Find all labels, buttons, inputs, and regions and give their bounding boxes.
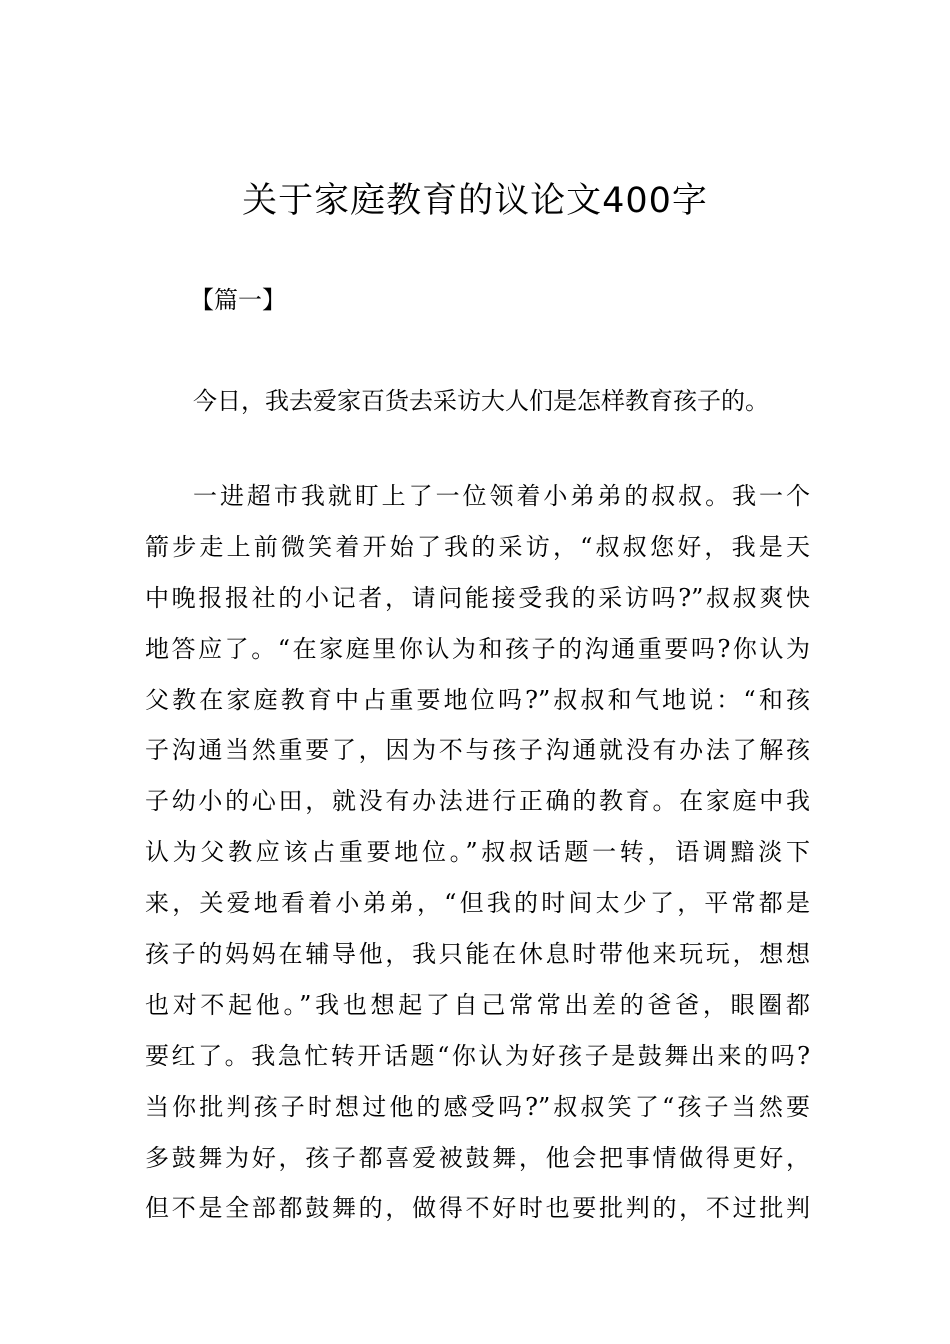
body-line: 箭步走上前微笑着开始了我的采访，“叔叔您好，我是天 <box>145 532 810 561</box>
body-line: 但不是全部都鼓舞的，做得不好时也要批判的，不过批判 <box>145 1194 810 1223</box>
body-line: 认为父教应该占重要地位。”叔叔话题一转，语调黯淡下 <box>145 838 810 867</box>
body-line: 也对不起他。”我也想起了自己常常出差的爸爸，眼圈都 <box>145 990 810 1019</box>
body-line: 当你批判孩子时想过他的感受吗?”叔叔笑了“孩子当然要 <box>145 1092 810 1121</box>
section-label: 【篇一】 <box>190 286 286 314</box>
body-line: 中晚报报社的小记者，请问能接受我的采访吗?”叔叔爽快 <box>145 583 810 612</box>
body-line: 一进超市我就盯上了一位领着小弟弟的叔叔。我一个 <box>193 482 810 510</box>
body-line: 子幼小的心田，就没有办法进行正确的教育。在家庭中我 <box>145 787 810 816</box>
body-line: 要红了。我急忙转开话题“你认为好孩子是鼓舞出来的吗? <box>145 1041 810 1070</box>
body-line: 子沟通当然重要了，因为不与孩子沟通就没有办法了解孩 <box>145 736 810 765</box>
body-line: 孩子的妈妈在辅导他，我只能在休息时带他来玩玩，想想 <box>145 940 810 969</box>
body-line: 多鼓舞为好，孩子都喜爱被鼓舞，他会把事情做得更好， <box>145 1143 810 1172</box>
document-title: 关于家庭教育的议论文400字 <box>242 181 708 221</box>
body-line: 来，关爱地看着小弟弟，“但我的时间太少了，平常都是 <box>145 889 810 918</box>
intro-paragraph: 今日，我去爱家百货去采访大人们是怎样教育孩子的。 <box>193 387 769 415</box>
body-paragraph <box>145 476 810 1239</box>
body-line: 父教在家庭教育中占重要地位吗?”叔叔和气地说：“和孩 <box>145 685 810 714</box>
body-line: 地答应了。“在家庭里你认为和孩子的沟通重要吗?你认为 <box>145 634 810 663</box>
